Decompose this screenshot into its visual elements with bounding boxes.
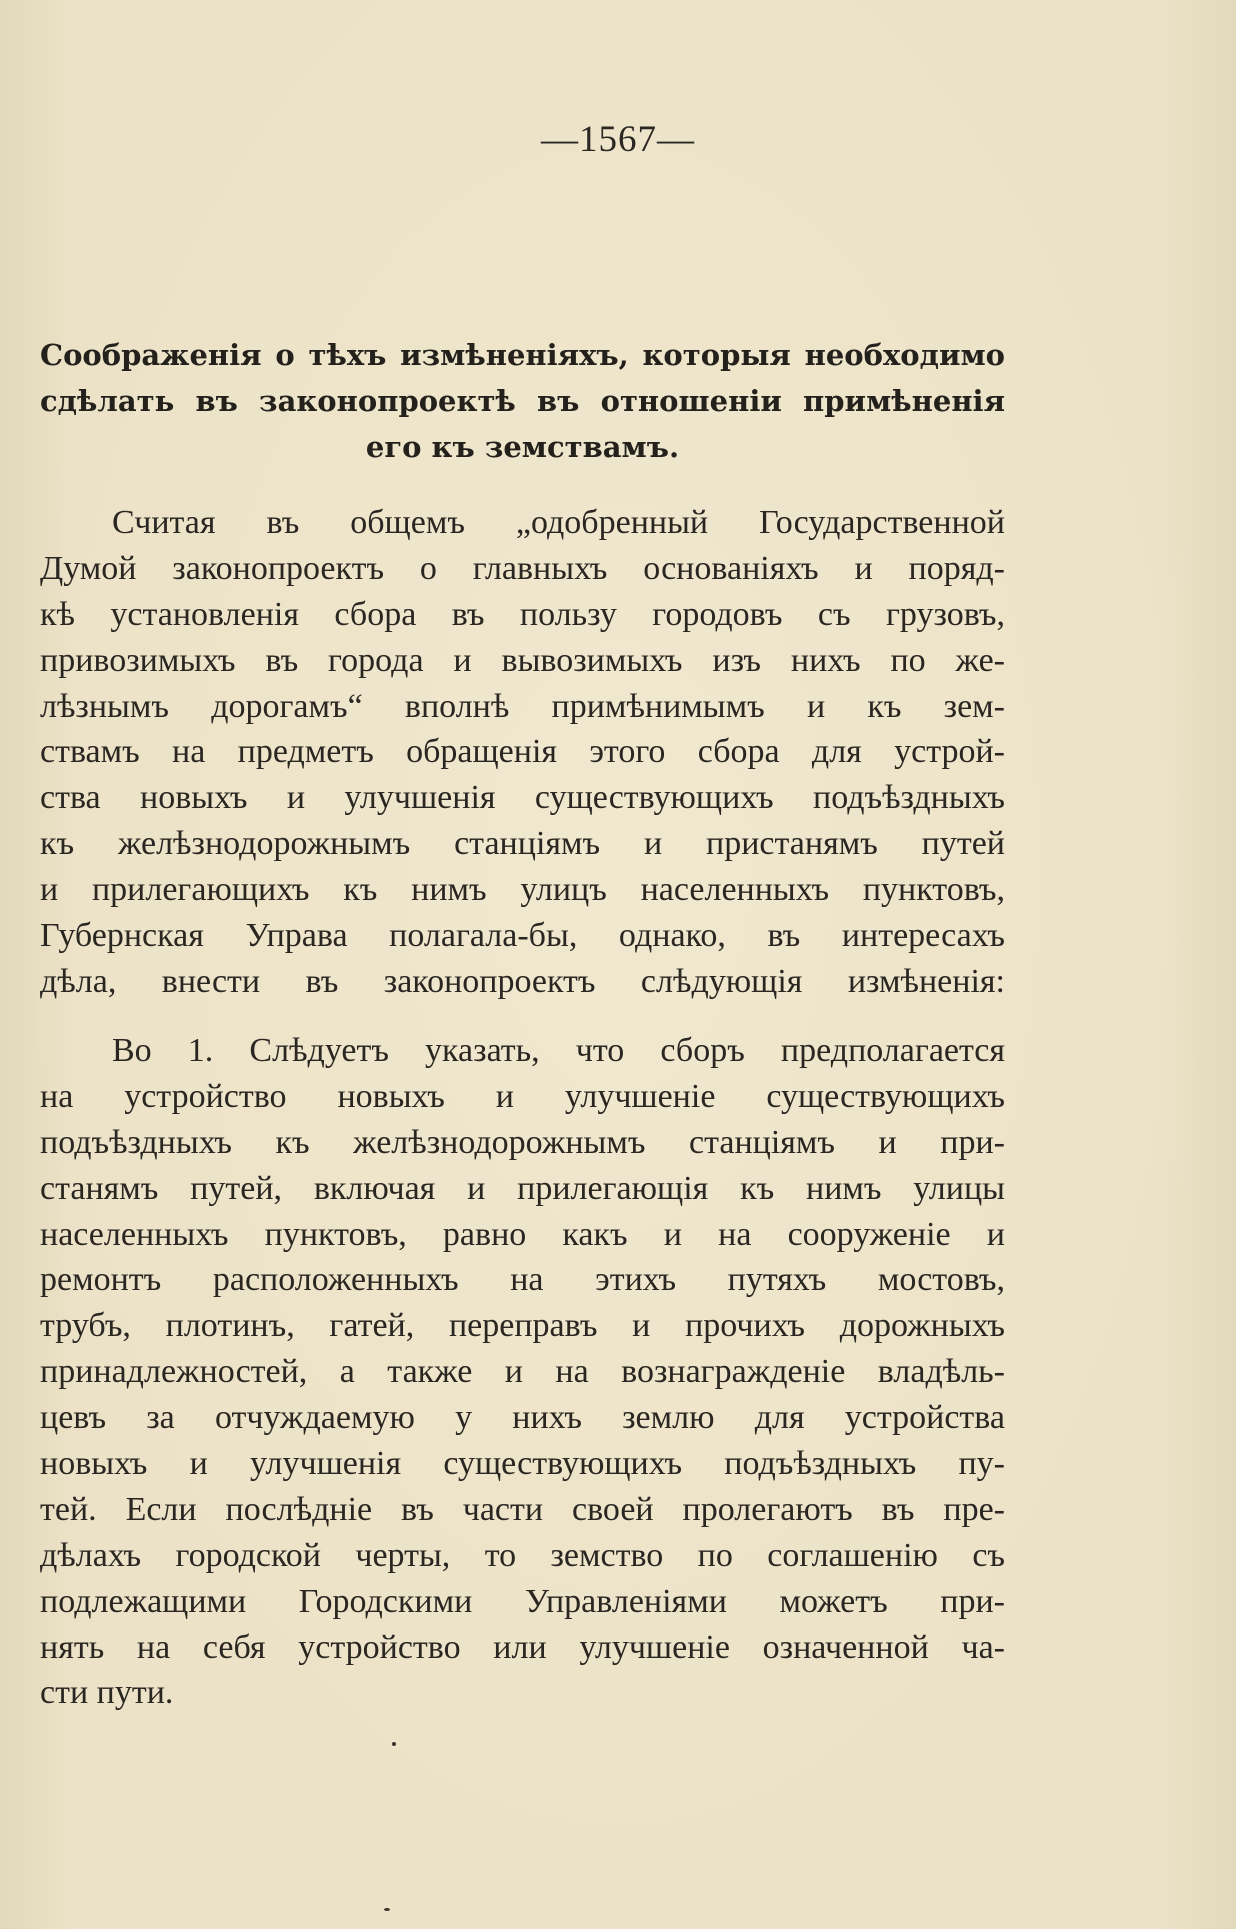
heading-line: сдѣлать въ законопроектѣ въ отношеніи примѣненія [40, 384, 1005, 418]
text-line: лѣзнымъ дорогамъ“ вполнѣ примѣнимымъ и къ зем- [40, 687, 1005, 725]
text-line: Думой законопроектъ о главныхъ основаніяхъ и поряд- [40, 549, 1005, 587]
text-line: трубъ, плотинъ, гатей, переправъ и прочихъ дорожныхъ [40, 1307, 1005, 1345]
text-line: Считая въ общемъ „одобренный Государственной [112, 504, 1005, 541]
text-line: нять на себя устройство или улучшеніе означенной ча- [40, 1628, 1005, 1666]
paragraph-1 [40, 500, 1005, 1005]
text-line: и прилегающихъ къ нимъ улицъ населенныхъ пунктовъ, [40, 871, 1005, 909]
text-line: станямъ путей, включая и прилегающія къ нимъ улицы [40, 1169, 1005, 1207]
print-speck [384, 1908, 390, 1911]
heading-line: Соображенія о тѣхъ измѣненіяхъ, которыя необходимо [40, 338, 1005, 372]
text-line: на устройство новыхъ и улучшеніе существующихъ [40, 1077, 1005, 1115]
print-speck [392, 1742, 396, 1746]
text-line: ства новыхъ и улучшенія существующихъ подъѣздныхъ [40, 779, 1005, 817]
text-line: принадлежностей, а также и на вознагражденіе владѣль- [40, 1353, 1005, 1391]
paragraph-2 [40, 1028, 1005, 1716]
text-line: цевъ за отчуждаемую у нихъ землю для устройства [40, 1399, 1005, 1437]
text-line: къ желѣзнодорожнымъ станціямъ и пристанямъ путей [40, 825, 1005, 863]
text-line: новыхъ и улучшенія существующихъ подъѣздныхъ пу- [40, 1445, 1005, 1483]
text-line: кѣ установленія сбора въ пользу городовъ съ грузовъ, [40, 595, 1005, 633]
text-line: подъѣздныхъ къ желѣзнодорожнымъ станціямъ и при- [40, 1123, 1005, 1161]
page-number: —1567— [541, 119, 695, 160]
text-line: ремонтъ расположенныхъ на этихъ путяхъ мостовъ, [40, 1261, 1005, 1299]
text-line: населенныхъ пунктовъ, равно какъ и на сооруженіе и [40, 1215, 1005, 1253]
section-heading [40, 332, 1005, 470]
text-line: дѣлахъ городской черты, то земство по соглашенію съ [40, 1536, 1005, 1574]
text-line: сти пути. [40, 1674, 174, 1712]
heading-line: его къ земствамъ. [365, 430, 680, 464]
text-line: дѣла, внести въ законопроектъ слѣдующія измѣненія: [40, 962, 1005, 1000]
text-line: привозимыхъ въ города и вывозимыхъ изъ нихъ по же- [40, 641, 1005, 679]
text-line: тей. Если послѣдніе въ части своей пролегаютъ въ пре- [40, 1490, 1005, 1528]
text-line: Губернская Управа полагала-бы, однако, въ интересахъ [40, 917, 1005, 955]
text-line: ствамъ на предметъ обращенія этого сбора для устрой- [40, 733, 1005, 771]
text-line: Во 1. Слѣдуетъ указать, что сборъ предполагается [112, 1032, 1005, 1069]
text-line: подлежащими Городскими Управленіями можетъ при- [40, 1582, 1005, 1620]
